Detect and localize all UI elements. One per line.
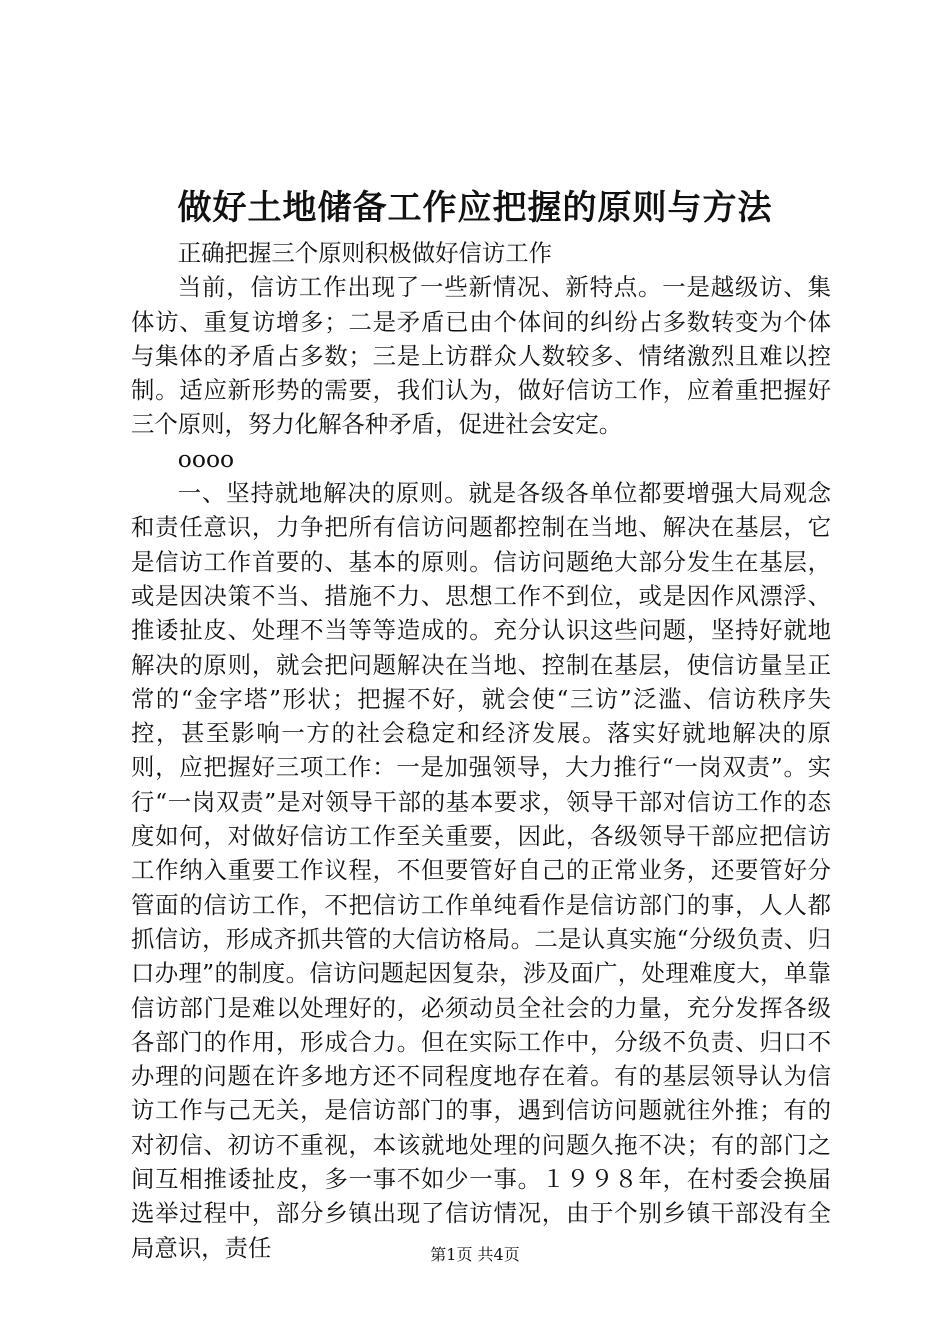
document-title: 做好土地储备工作应把握的原则与方法	[177, 188, 773, 228]
page-footer: 第1页 共4页	[430, 1245, 520, 1264]
body-paragraph: 一、坚持就地解决的原则。就是各级各单位都要增强大局观念和责任意识，力争把所有信访问题都控制在当地、解决在基层，它是信访工作首要的、基本的原则。信访问题绝大部分发生在基层，或是因决策不当、措施不力、思想工作不到位，或是因作风漂浮、推诿扯皮、处理不当等等造成的。充分认识这些问题，坚持好就地解决的原则，就会把问题解决在当地、控制在基层，使信访量呈正常的“金字塔”形状；把握不好，就会使“三访”泛滥、信访秩序失控，甚至影响一方的社会稳定和经济发展。落实好就地解决的原则，应把握好三项工作：一是加强领导，大力推行“一岗双责”。实行“一岗双责”是对领导干部的基本要求，领导干部对信访工作的态度如何，对做好信访工作至关重要，因此，各级领导干部应把信访工作纳入重要工作议程，不但要管好自己的正常业务，还要管好分管面的信访工作，不把信访工作单纯看作是信访部门的事，人人都抓信访，形成齐抓共管的大信访格局。二是认真实施“分级负责、归口办理”的制度。信访问题起因复杂，涉及面广，处理难度大，单靠信访部门是难以处理好的，必须动员全社会的力量，充分发挥各级各部门的作用，形成合力。但在实际工作中，分级不负责、归口不办理的问题在许多地方还不同程度地存在着。有的基层领导认为信访工作与己无关，是信访部门的事，遇到信访问题就往外推；有的对初信、初访不重视，本该就地处理的问题久拖不决；有的部门之间互相推诿扯皮，多一事不如少一事。１９９８年，在村委会换届选举过程中，部分乡镇出现了信访情况，由于个别乡镇干部没有全局意识，责任	[131, 479, 831, 1262]
document-body	[131, 236, 831, 1265]
subtitle-paragraph: 正确把握三个原则积极做好信访工作	[177, 239, 553, 267]
body-paragraph: oooo	[177, 444, 235, 473]
body-paragraph: 当前，信访工作出现了一些新情况、新特点。一是越级访、集体访、重复访增多；二是矛盾已由个体间的纠纷占多数转变为个体与集体的矛盾占多数；三是上访群众人数较多、情绪激烈且难以控制。适应新形势的需要，我们认为，做好信访工作，应着重把握好三个原则，努力化解各种矛盾，促进社会安定。	[131, 273, 831, 439]
